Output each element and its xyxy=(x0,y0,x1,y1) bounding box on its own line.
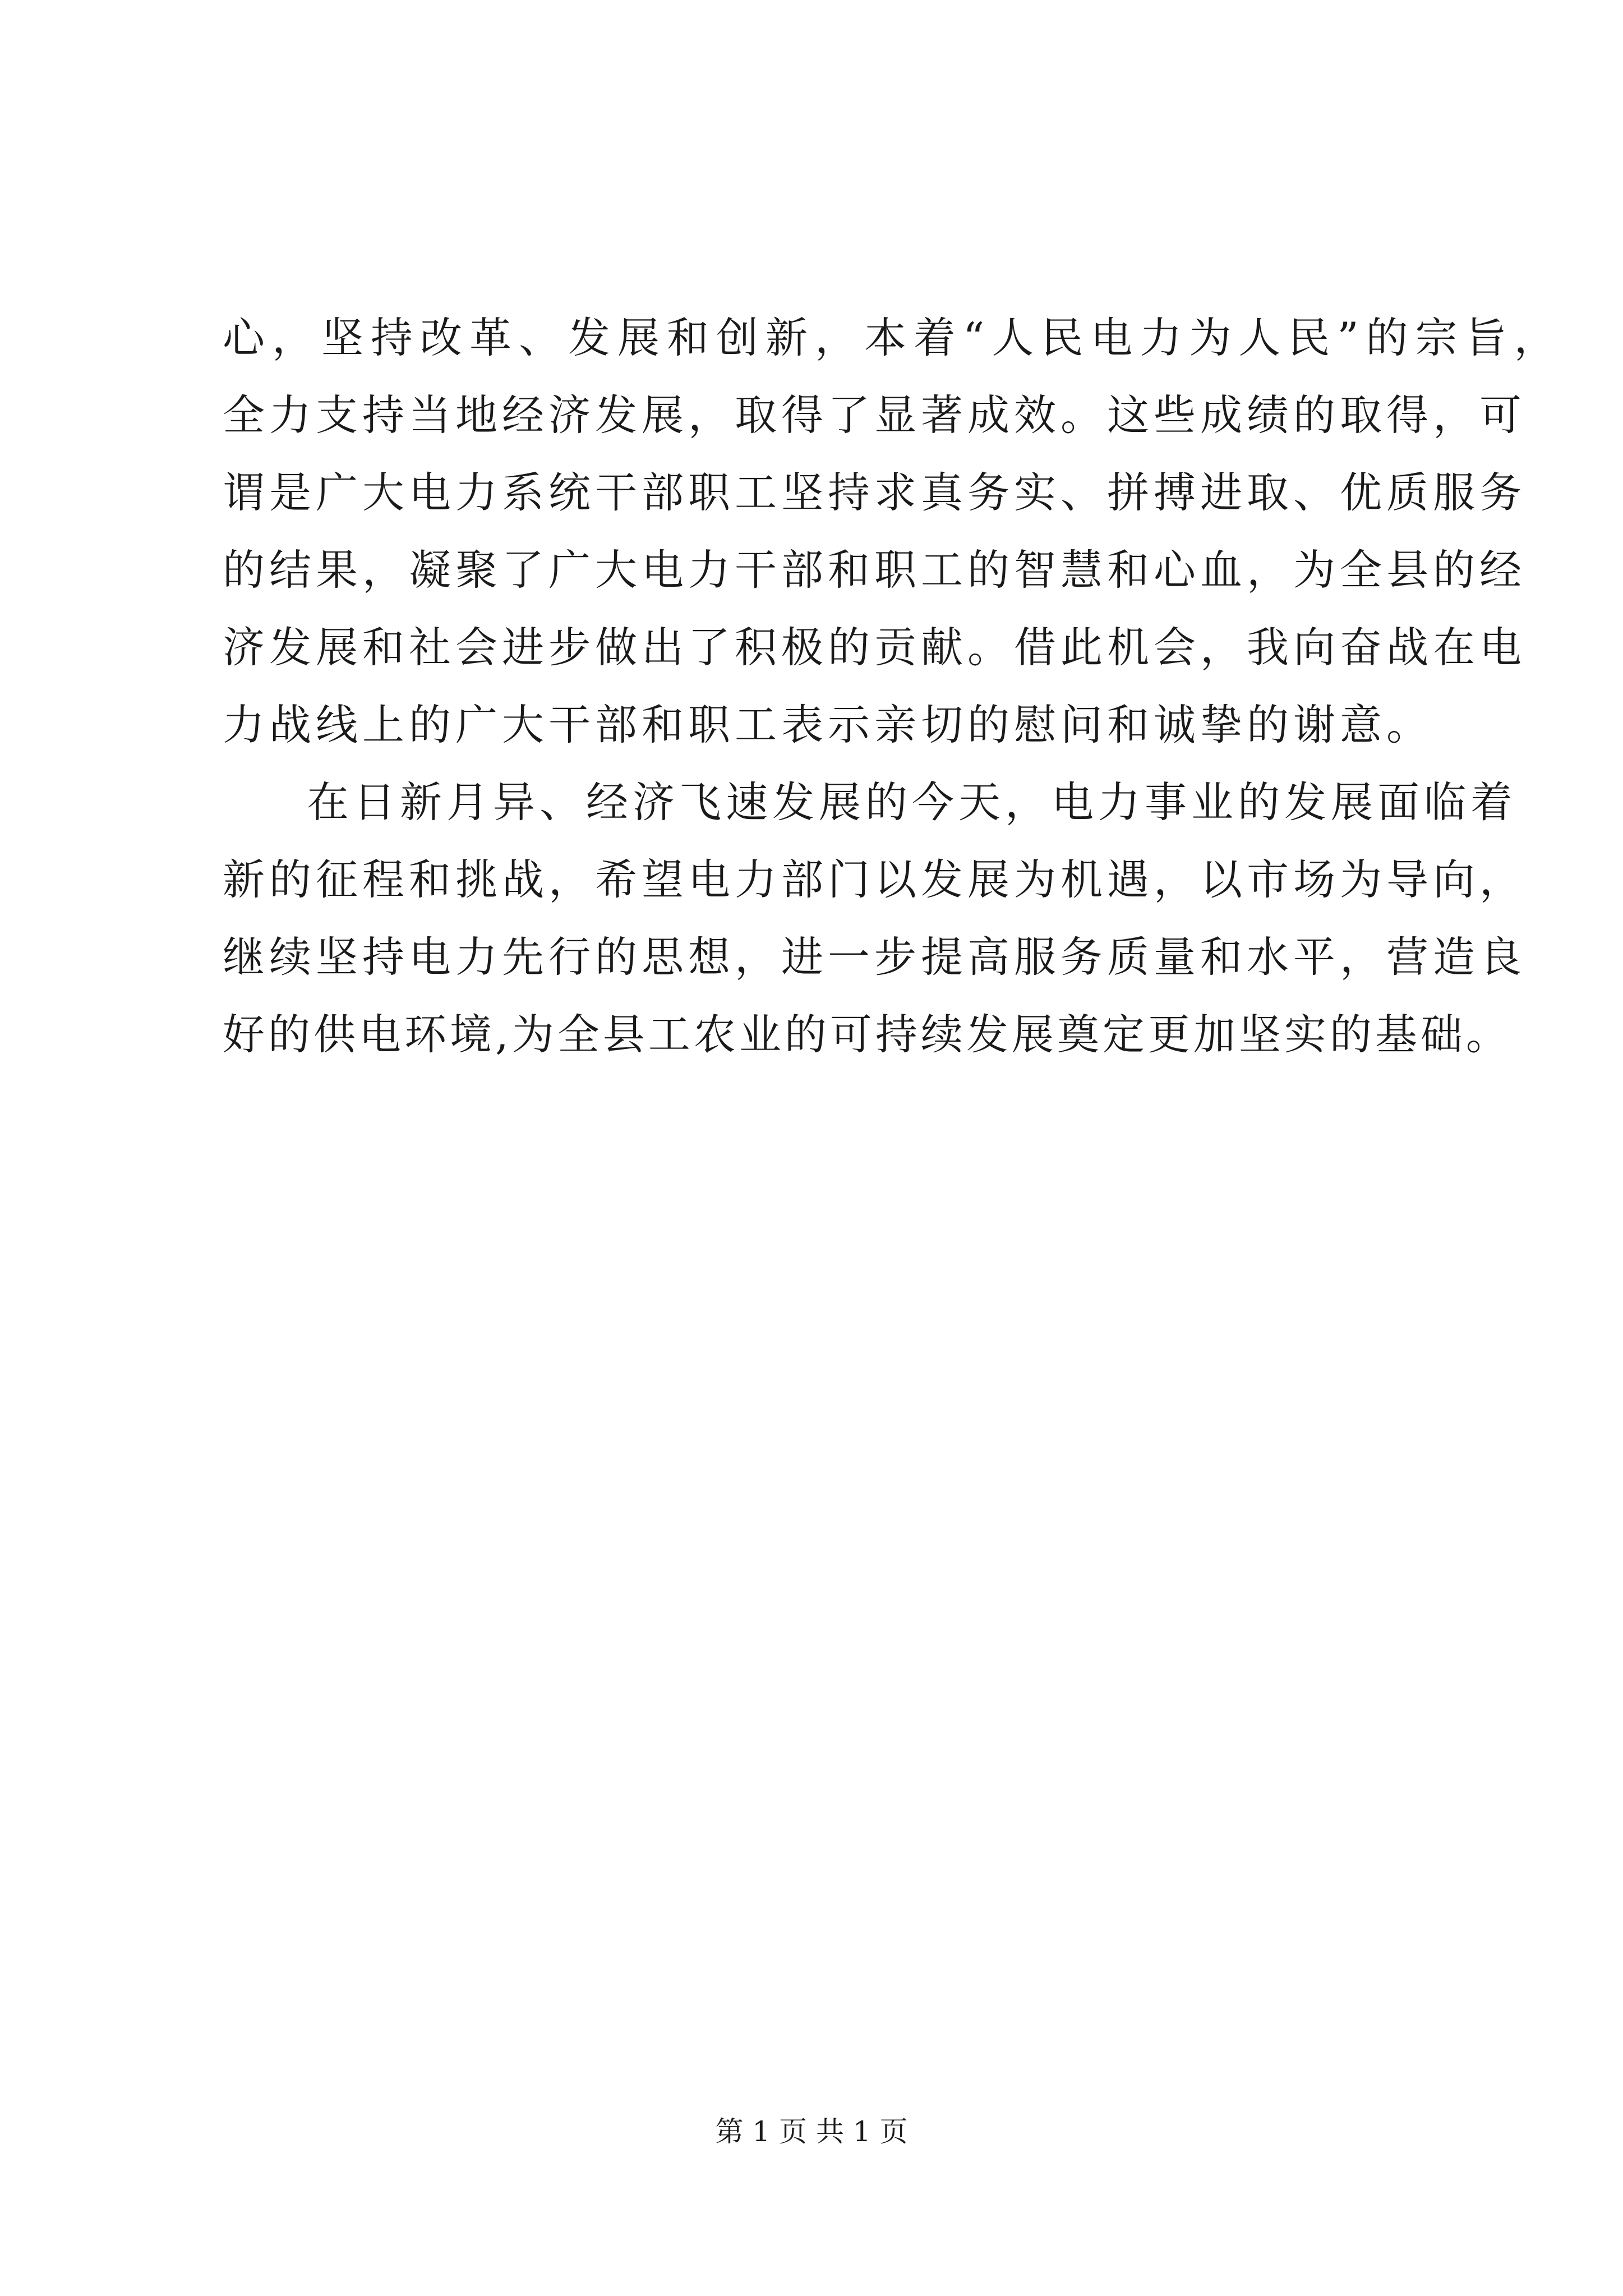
page-footer: 第 1 页 共 1 页 xyxy=(715,2115,908,2148)
text-line: 心，坚持改革、发展和创新，本着“人民电力为人民”的宗旨， xyxy=(223,313,1564,362)
paragraph-start-line: 在日新月异、经济飞速发展的今天，电力事业的发展面临着 xyxy=(307,777,1518,827)
text-line: 继续坚持电力先行的思想，进一步提高服务质量和水平，营造良 xyxy=(223,932,1527,982)
text-line: 全力支持当地经济发展，取得了显著成效。这些成绩的取得，可 xyxy=(223,390,1527,440)
text-line: 的结果，凝聚了广大电力干部和职工的智慧和心血，为全县的经 xyxy=(223,545,1527,595)
text-line: 新的征程和挑战，希望电力部门以发展为机遇，以市场为导向， xyxy=(223,855,1527,904)
text-line: 济发展和社会进步做出了积极的贡献。借此机会，我向奋战在电 xyxy=(223,623,1527,672)
text-line: 力战线上的广大干部和职工表示亲切的慰问和诚挚的谢意。 xyxy=(223,700,1433,749)
text-line: 好的供电环境,为全县工农业的可持续发展奠定更加坚实的基础。 xyxy=(223,1010,1511,1059)
text-line: 谓是广大电力系统干部职工坚持求真务实、拼搏进取、优质服务 xyxy=(223,468,1527,517)
